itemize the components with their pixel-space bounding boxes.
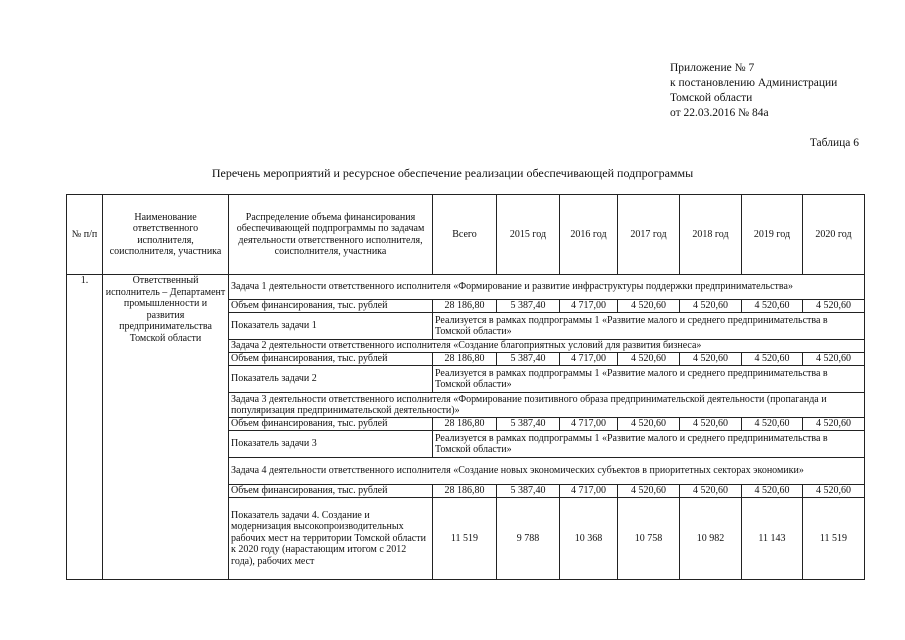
- indicator-2016: 10 368: [560, 498, 618, 580]
- indicator-label: Показатель задачи 1: [229, 313, 433, 340]
- header-2017: 2017 год: [618, 195, 680, 275]
- table-label: Таблица 6: [809, 137, 859, 149]
- task-title: Задача 2 деятельности ответственного исполнителя «Создание благоприятных условий для развития бизнеса»: [229, 340, 865, 353]
- indicator-2018: 10 982: [680, 498, 742, 580]
- indicator-2019: 11 143: [742, 498, 803, 580]
- funding-2018: 4 520,60: [680, 485, 742, 498]
- activities-table: [66, 194, 865, 580]
- funding-2015: 5 387,40: [497, 353, 560, 366]
- funding-2017: 4 520,60: [618, 300, 680, 313]
- appendix-block: [670, 61, 900, 121]
- header-2018: 2018 год: [680, 195, 742, 275]
- indicator-label: Показатель задачи 3: [229, 431, 433, 458]
- task-title: Задача 3 деятельности ответственного исполнителя «Формирование позитивного образа предпринимательской деятельности (пропаганда и популяризация предпринимательской деятельности)»: [229, 393, 865, 418]
- funding-2015: 5 387,40: [497, 300, 560, 313]
- funding-2018: 4 520,60: [680, 300, 742, 313]
- executor-cell: Ответственный исполнитель – Департамент промышленности и развития предпринимательства Томской области: [103, 275, 229, 580]
- funding-2016: 4 717,00: [560, 418, 618, 431]
- appendix-line: Томской области: [670, 92, 753, 104]
- funding-total: 28 186,80: [433, 353, 497, 366]
- funding-2017: 4 520,60: [618, 485, 680, 498]
- funding-2016: 4 717,00: [560, 300, 618, 313]
- header-total: Всего: [433, 195, 497, 275]
- funding-2020: 4 520,60: [803, 418, 865, 431]
- funding-2020: 4 520,60: [803, 353, 865, 366]
- funding-label: Объем финансирования, тыс. рублей: [229, 353, 433, 366]
- indicator-label: Показатель задачи 4. Создание и модернизация высокопроизводительных рабочих мест на территории Томской области к 2020 году (нарастающим итогом с 2012 года), рабочих мест: [229, 498, 433, 580]
- appendix-line: Приложение № 7: [670, 62, 755, 74]
- document-title: Перечень мероприятий и ресурсное обеспечение реализации обеспечивающей подпрограммы: [211, 166, 694, 180]
- header-name: Наименование ответственного исполнителя, соисполнителя, участника: [103, 195, 229, 275]
- appendix-line: от 22.03.2016 № 84а: [670, 107, 769, 119]
- funding-2018: 4 520,60: [680, 353, 742, 366]
- funding-2015: 5 387,40: [497, 418, 560, 431]
- funding-2018: 4 520,60: [680, 418, 742, 431]
- funding-2019: 4 520,60: [742, 353, 803, 366]
- funding-2017: 4 520,60: [618, 418, 680, 431]
- indicator-label: Показатель задачи 2: [229, 366, 433, 393]
- indicator-text: Реализуется в рамках подпрограммы 1 «Развитие малого и среднего предпринимательства в Томской области»: [433, 313, 865, 340]
- indicator-2020: 11 519: [803, 498, 865, 580]
- funding-total: 28 186,80: [433, 300, 497, 313]
- indicator-total: 11 519: [433, 498, 497, 580]
- funding-label: Объем финансирования, тыс. рублей: [229, 485, 433, 498]
- funding-total: 28 186,80: [433, 418, 497, 431]
- header-2015: 2015 год: [497, 195, 560, 275]
- funding-label: Объем финансирования, тыс. рублей: [229, 418, 433, 431]
- task-title: Задача 4 деятельности ответственного исполнителя «Создание новых экономических субъектов в приоритетных секторах экономики»: [229, 458, 865, 485]
- header-2020: 2020 год: [803, 195, 865, 275]
- indicator-text: Реализуется в рамках подпрограммы 1 «Развитие малого и среднего предпринимательства в Томской области»: [433, 431, 865, 458]
- indicator-2017: 10 758: [618, 498, 680, 580]
- header-2016: 2016 год: [560, 195, 618, 275]
- funding-2015: 5 387,40: [497, 485, 560, 498]
- funding-2019: 4 520,60: [742, 418, 803, 431]
- row-number: 1.: [67, 275, 103, 580]
- header-2019: 2019 год: [742, 195, 803, 275]
- task-title: Задача 1 деятельности ответственного исполнителя «Формирование и развитие инфраструктуры поддержки предпринимательства»: [229, 275, 865, 300]
- funding-2016: 4 717,00: [560, 353, 618, 366]
- indicator-2015: 9 788: [497, 498, 560, 580]
- header-distribution: Распределение объема финансирования обеспечивающей подпрограммы по задачам деятельности ответственного исполнителя, соисполнителя, участника: [229, 195, 433, 275]
- funding-2020: 4 520,60: [803, 485, 865, 498]
- funding-2019: 4 520,60: [742, 485, 803, 498]
- funding-label: Объем финансирования, тыс. рублей: [229, 300, 433, 313]
- funding-2016: 4 717,00: [560, 485, 618, 498]
- indicator-text: Реализуется в рамках подпрограммы 1 «Развитие малого и среднего предпринимательства в Томской области»: [433, 366, 865, 393]
- appendix-line: к постановлению Администрации: [670, 77, 838, 89]
- funding-total: 28 186,80: [433, 485, 497, 498]
- funding-2019: 4 520,60: [742, 300, 803, 313]
- header-num: № п/п: [67, 195, 103, 275]
- table-header-row: [67, 195, 865, 275]
- task-row: [67, 275, 865, 300]
- funding-2020: 4 520,60: [803, 300, 865, 313]
- funding-2017: 4 520,60: [618, 353, 680, 366]
